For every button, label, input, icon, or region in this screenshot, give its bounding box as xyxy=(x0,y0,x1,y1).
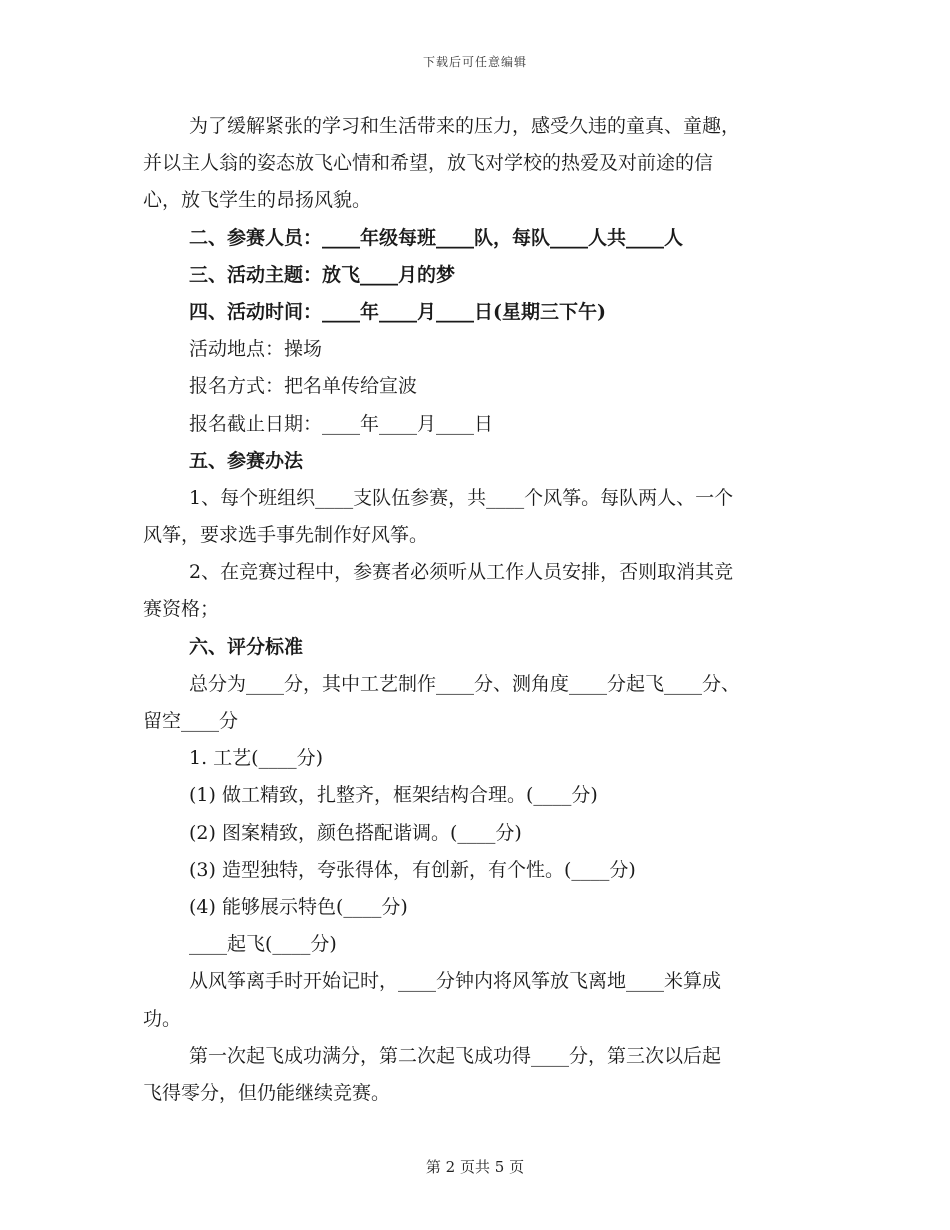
paragraph-line: 报名方式：把名单传给宣波 xyxy=(189,375,418,398)
section-heading: 六、评分标准 xyxy=(189,635,304,658)
paragraph-line: 报名截止日期：____年____月____日 xyxy=(189,412,494,435)
paragraph-line: 飞得零分，但仍能继续竞赛。 xyxy=(143,1081,391,1104)
paragraph-line: (1) 做工精致，扎整齐，框架结构合理。(____分) xyxy=(189,784,598,807)
paragraph-line: 功。 xyxy=(143,1007,182,1030)
paragraph-line: 从风筝离手时开始记时，____分钟内将风筝放飞离地____米算成 xyxy=(189,970,722,993)
section-heading: 三、活动主题：放飞____月的梦 xyxy=(189,263,456,286)
paragraph-line: 并以主人翁的姿态放飞心情和希望，放飞对学校的热爱及对前途的信 xyxy=(143,152,714,175)
paragraph-line: 为了缓解紧张的学习和生活带来的压力，感受久违的童真、童趣， xyxy=(189,115,741,137)
page-header: 下载后可任意编辑 xyxy=(422,55,527,69)
paragraph-line: 风筝，要求选手事先制作好风筝。 xyxy=(143,524,429,547)
document-body xyxy=(143,108,808,1112)
paragraph-line: 2、在竞赛过程中，参赛者必须听从工作人员安排，否则取消其竞 xyxy=(189,561,734,584)
section-heading: 二、参赛人员：____年级每班____队，每队____人共____人 xyxy=(189,226,684,249)
section-heading: 五、参赛办法 xyxy=(189,449,304,472)
paragraph-line: 1、每个班组织____支队伍参赛，共____个风筝。每队两人、一个 xyxy=(189,486,734,509)
paragraph-line: (2) 图案精致，颜色搭配谐调。(____分) xyxy=(189,821,522,844)
paragraph-line: ____起飞(____分) xyxy=(189,933,337,956)
paragraph-line: 赛资格； xyxy=(143,598,220,621)
paragraph-line: 活动地点：操场 xyxy=(189,338,323,361)
page-footer: 第 2 页共 5 页 xyxy=(425,1158,525,1176)
paragraph-line: (4) 能够展示特色(____分) xyxy=(189,895,408,918)
paragraph-line: 留空____分 xyxy=(143,710,239,732)
paragraph-line: 第一次起飞成功满分，第二次起飞成功得____分，第三次以后起 xyxy=(189,1044,722,1067)
paragraph-line: 总分为____分，其中工艺制作____分、测角度____分起飞____分、 xyxy=(189,672,741,695)
paragraph-line: (3) 造型独特，夸张得体，有创新，有个性。(____分) xyxy=(189,858,636,881)
section-heading: 四、活动时间：____年____月____日(星期三下午) xyxy=(189,300,606,323)
paragraph-line: 1. 工艺(____分) xyxy=(189,747,323,770)
paragraph-line: 心，放飞学生的昂扬风貌。 xyxy=(143,189,372,212)
